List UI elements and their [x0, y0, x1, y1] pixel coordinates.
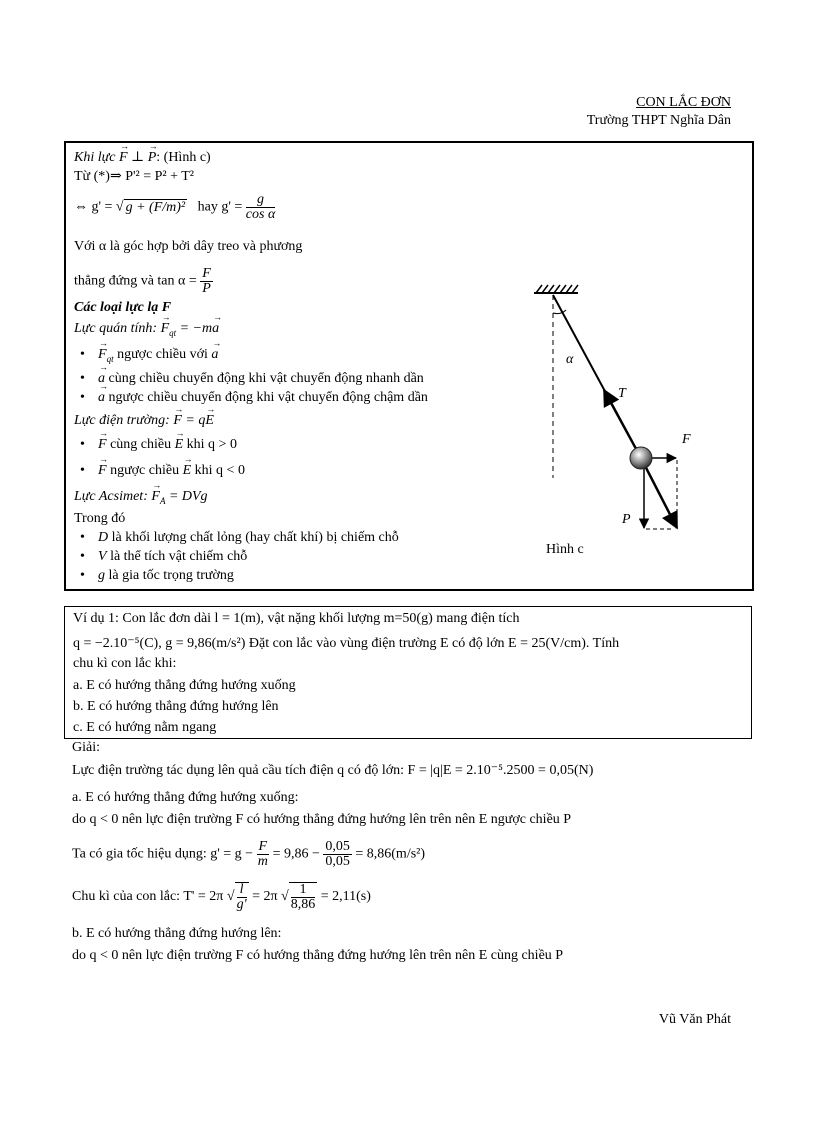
bullet-7: • V là thể tích vật chiếm chỗ — [98, 549, 247, 565]
formula-l-over-g: $\frac{l}{g'}$ — [236, 882, 247, 912]
vector-a-2: a → — [211, 347, 218, 363]
text-equals-q: = q — [185, 413, 206, 428]
text-khi-luc: Khi lực — [74, 150, 116, 165]
bullet-8: • g là gia tốc trọng trường — [98, 568, 234, 584]
solution-heading: Giải: — [72, 740, 100, 755]
bullet-7-text: là thể tích vật chiếm chỗ — [110, 549, 248, 564]
sqrt-sign-2: √ — [281, 889, 289, 905]
solution-line-6: b. E có hướng thẳng đứng hướng lên: — [72, 926, 282, 941]
theory-line-1: Khi lực F → ⊥ P →: (Hình c) — [74, 149, 211, 166]
school-name: Trường THPT Nghĩa Dân — [586, 113, 731, 128]
electric-force-line — [74, 413, 214, 429]
ceiling-hatch — [536, 285, 578, 293]
vector-F-5: F → — [98, 463, 107, 479]
formula-F-over-m: $\frac{F}{m}$ — [257, 839, 268, 869]
bullet-8-text: là gia tốc trọng trường — [108, 568, 234, 583]
example-box — [64, 606, 752, 739]
vector-F: F → — [119, 150, 128, 166]
vector-a: a → — [212, 321, 219, 337]
formula-sqrt: √ — [115, 199, 124, 215]
vector-F-A: $F_A$ → — [151, 489, 165, 506]
theory-box — [64, 141, 754, 591]
theory-line-4: Với α là góc hợp bởi dây treo và phương — [74, 239, 303, 254]
formula-1-over-886: $\frac{1}{8,86}$ — [290, 882, 316, 912]
example-option-b: b. E có hướng thẳng đứng hướng lên — [73, 699, 279, 714]
text-gia-toc: Ta có gia tốc hiệu dụng: g' = g − — [72, 846, 254, 862]
text-2pi: = 2π — [252, 889, 278, 905]
vector-F-qt-2: $F_{qt}$ → — [98, 347, 114, 364]
solution-line-2: a. E có hướng thẳng đứng hướng xuống: — [72, 790, 299, 805]
vector-a-4: a → — [98, 390, 105, 406]
text-luc-quan-tinh: Lực quán tính: — [74, 321, 158, 336]
bullet-4-text-a: cùng chiều — [110, 437, 172, 452]
footer-author: Vũ Văn Phát — [658, 1012, 731, 1027]
text-hinh-c: : (Hình c) — [156, 150, 211, 165]
bullet-5-text-b: khi q < 0 — [194, 463, 245, 478]
bullet-5-text-a: ngược chiều — [110, 463, 180, 478]
vector-E-3: E → — [183, 463, 192, 479]
vector-F-4: F → — [98, 437, 107, 453]
bullet-4-text-b: khi q > 0 — [186, 437, 237, 452]
vector-E-2: E → — [175, 437, 184, 453]
P-label: P — [622, 512, 631, 527]
bullet-6: • D là khối lượng chất lỏng (hay chất khí) bị chiếm chỗ — [98, 530, 399, 546]
pendulum-diagram — [506, 273, 736, 563]
F-label: F — [682, 432, 691, 447]
formula-005-over-005: $\frac{0,05}{0,05}$ — [325, 839, 350, 869]
bullet-1-text: ngược chiều với — [117, 347, 208, 362]
text-chu-ki: Chu kì của con lắc: T' = 2π — [72, 889, 224, 905]
inertial-force-line — [74, 321, 219, 338]
formula-g-plus-Fm: g + (F/m)² — [125, 200, 186, 215]
vector-F-3: F → — [173, 413, 182, 429]
text-trong-do: Trong đó — [74, 511, 126, 526]
formula-F-over-P: $\frac{F}{P}$ — [202, 266, 211, 296]
example-option-a: a. E có hướng thẳng đứng hướng xuống — [73, 678, 296, 693]
bullet-1 — [98, 347, 218, 364]
vector-F-qt: $F_{qt}$ → — [161, 321, 177, 338]
solution-line-4 — [72, 840, 425, 869]
bullet-6-text: là khối lượng chất lỏng (hay chất khí) bị chiếm chỗ — [111, 530, 399, 545]
text-g-prime: ⇔ g' = — [74, 199, 113, 215]
theory-line-3 — [74, 193, 275, 222]
bullet-5 — [98, 463, 245, 479]
resultant-arrow — [641, 458, 677, 528]
bullet-2-text: cùng chiều chuyển động khi vật chuyển động nhanh dần — [108, 371, 424, 386]
theory-line-2: Từ (*)⇒ P'² = P² + T² — [74, 169, 194, 184]
sqrt-sign-1: √ — [226, 889, 235, 905]
text-2-11: = 2,11(s) — [320, 889, 371, 905]
bullet-4 — [98, 437, 237, 453]
text-9-86: = 9,86 − — [272, 846, 320, 862]
figure-caption: Hình c — [546, 542, 584, 557]
T-label: T — [618, 386, 626, 401]
page-title: CON LẮC ĐƠN — [636, 95, 731, 110]
vector-E: E → — [205, 413, 214, 429]
vector-a-3: a → — [98, 371, 105, 387]
bullet-3-text: ngược chiều chuyển động khi vật chuyển động chậm dần — [108, 390, 428, 405]
solution-line-5 — [72, 882, 371, 912]
text-tan-alpha: thẳng đứng và tan α = — [74, 273, 197, 289]
vector-P: P → — [148, 150, 157, 166]
pendulum-bob — [630, 447, 652, 469]
buoyancy-line — [74, 489, 208, 506]
solution-line-7: do q < 0 nên lực điện trường F có hướng thẳng đứng hướng lên trên nên E cùng chiều P — [72, 948, 564, 963]
example-option-c: c. E có hướng nằm ngang — [73, 720, 217, 735]
bullet-3 — [98, 390, 428, 406]
solution-line-3: do q < 0 nên lực điện trường F có hướng thẳng đứng hướng lên trên nên E ngược chiều P — [72, 812, 572, 827]
text-hay: hay g' = — [197, 199, 243, 215]
angle-arc — [553, 310, 566, 314]
alpha-label: α — [566, 352, 574, 367]
text-minus-m: = −m — [179, 321, 213, 336]
example-line-3: chu kì con lắc khi: — [73, 656, 177, 671]
solution-line-1: Lực điện trường tác dụng lên quả cầu tích điện q có độ lớn: F = |q|E = 2.10⁻⁵.2500 = 0,05(N) — [72, 763, 594, 778]
theory-line-5 — [74, 267, 213, 296]
text-luc-acsimet: Lực Acsimet: — [74, 489, 148, 504]
text-DVg: = DVg — [168, 489, 208, 504]
section-heading-forces: Các loại lực lạ F — [74, 300, 172, 315]
bullet-2 — [98, 371, 424, 387]
example-line-2: q = −2.10⁻⁵(C), g = 9,86(m/s²) Đặt con lắc vào vùng điện trường E có độ lớn E = 25(V/cm). Tính — [73, 636, 620, 651]
formula-g-cos: $\frac{g}{\text{cos α}}$ — [245, 192, 276, 222]
example-line-1: Ví dụ 1: Con lắc đơn dài l = 1(m), vật nặng khối lượng m=50(g) mang điện tích — [73, 611, 520, 626]
text-8-86: = 8,86(m/s²) — [355, 846, 426, 862]
text-luc-dien-truong: Lực điện trường: — [74, 413, 170, 428]
